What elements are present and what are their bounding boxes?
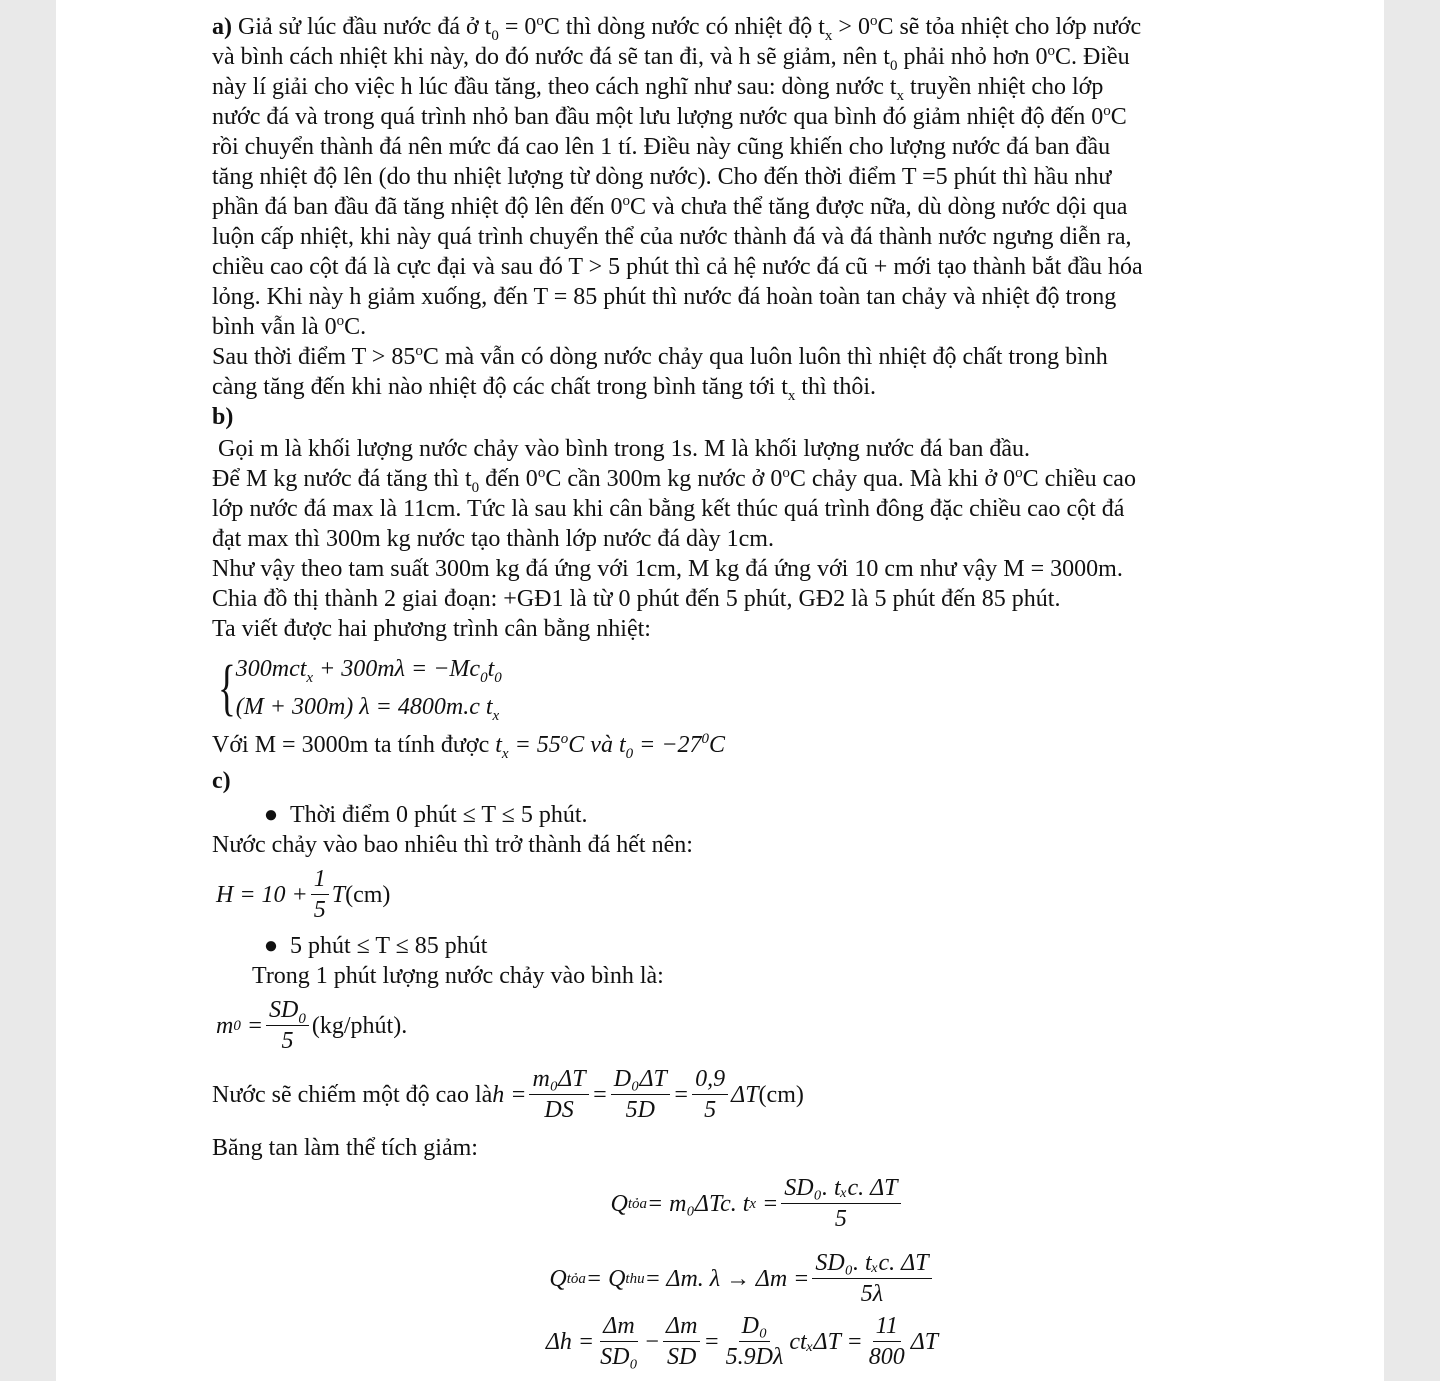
- Q-balance-equation: Q tỏa = Q thu = Δm. λ → Δm = $\frac{\text{SD₀. tₓc. ΔT}}{5\lambda}$: [212, 1248, 1242, 1309]
- part-a-line-13: càng tăng đến khi nào nhiệt độ các chất trong bình tăng tới $t_x$ thì thôi.: [212, 374, 877, 404]
- bullet-2: ● 5 phút ≤ T ≤ 85 phút: [212, 931, 1242, 961]
- part-a-line-7: phần đá ban đầu đã tăng nhiệt độ lên đến 0$^o$C và chưa thể tăng được nữa, dù dòng nước dội qua: [212, 193, 1128, 220]
- part-a-line-4: nước đá và trong quá trình nhỏ ban đầu một lưu lượng nước qua bình đó giảm nhiệt độ đến 0$^o$C: [212, 103, 1127, 130]
- part-b-line-6: Chia đồ thị thành 2 giai đoạn: +GĐ1 là từ 0 phút đến 5 phút, GĐ2 là 5 phút đến 85 phút.: [212, 586, 1061, 612]
- part-b-line-5: Như vậy theo tam suất 300m kg đá ứng với 1cm, M kg đá ứng với 10 cm như vậy M = 3000m.: [212, 556, 1123, 582]
- document-page: [56, 0, 1384, 1381]
- part-a-line-1: a) Giả sử lúc đầu nước đá ở $t_0 = 0^oC$ thì dòng nước có nhiệt độ $t_x > 0^oC$ sẽ tỏa nhiệt cho lớp nước: [212, 13, 1142, 44]
- part-a-line-10: lỏng. Khi này h giảm xuống, đến T = 85 phút thì nước đá hoàn toàn tan chảy và nhiệt độ trong: [212, 284, 1117, 310]
- document-content: [212, 12, 1242, 1372]
- part-b-label: b): [212, 404, 234, 430]
- H-equation: H = 10 + $\frac{1}{5}$ T (cm): [216, 866, 391, 923]
- delta-h-equation: Δh = $\frac{\Delta m}{\text{SD₀}}$ − $\frac{\Delta m}{SD}$ = $\frac{\text{D₀}}{5.9D\lambda}$ ctₓΔT = $\frac{11}{800}$ ΔT: [545, 1313, 939, 1370]
- bullet-dot: ●: [263, 933, 279, 959]
- part-a-line-2: và bình cách nhiệt khi này, do đó nước đá sẽ tan đi, và h sẽ giảm, nên $t_0$ phải nhỏ hơn 0$^o$C. Điều: [212, 43, 1130, 74]
- part-a-line-12: Sau thời điểm $T > 85^oC$ mà vẫn có dòng nước chảy qua luôn luôn thì nhiệt độ chất trong bình: [212, 343, 1108, 370]
- part-c-label: c): [212, 768, 231, 794]
- part-c-line-2: Trong 1 phút lượng nước chảy vào bình là:: [252, 963, 664, 989]
- part-c-line-1: Nước chảy vào bao nhiêu thì trở thành đá hết nên:: [212, 832, 693, 858]
- part-b-line-2: Để M kg nước đá tăng thì $t_0$ đến 0$^o$C cần 300m kg nước ở 0$^o$C chảy qua. Mà khi ở 0$^o$C chiều cao: [212, 465, 1136, 496]
- part-b-result: Với M = 3000m ta tính được $t_x = 55^oC$ và $t_0 = -27^0C$: [212, 731, 726, 762]
- bullet-dot: ●: [263, 802, 279, 828]
- bullet-1: ● Thời điểm 0 phút ≤ T ≤ 5 phút.: [212, 800, 1242, 830]
- left-brace: {: [217, 654, 236, 722]
- equation-system: [212, 650, 1242, 726]
- part-a-line-5: rồi chuyển thành đá nên mức đá cao lên 1 tí. Điều này cũng khiến cho lượng nước đá ban đầu: [212, 134, 1111, 160]
- m0-equation: m 0 = $\frac{SD_0}{5}$ (kg/phút).: [216, 997, 408, 1054]
- part-a-line-3: này lí giải cho việc h lúc đầu tăng, theo cách nghĩ như sau: dòng nước $t_x$ truyền nhiệt cho lớp: [212, 74, 1104, 104]
- part-a-label: a): [212, 14, 232, 40]
- equation-1: $300mct_x + 300m\lambda = -Mc_0t_0$: [235, 656, 502, 686]
- part-c-line-3: Băng tan làm thể tích giảm:: [212, 1135, 478, 1161]
- h-equation: Nước sẽ chiếm một độ cao là h = $\frac{\text{m₀ΔT}}{DS}$ = $\frac{\text{D₀ΔT}}{5D}$ = $\frac{0,9}{5}$ ΔT (cm): [212, 1066, 804, 1123]
- part-b-line-1: Gọi m là khối lượng nước chảy vào bình trong 1s. M là khối lượng nước đá ban đầu.: [218, 436, 1031, 462]
- part-b-line-3: lớp nước đá max là 11cm. Tức là sau khi cân bằng kết thúc quá trình đông đặc chiều cao cột đá: [212, 496, 1125, 522]
- part-a-line-9: chiều cao cột đá là cực đại và sau đó T > 5 phút thì cả hệ nước đá cũ + mới tạo thành bắt đầu hóa: [212, 254, 1143, 280]
- part-b-line-4: đạt max thì 300m kg nước tạo thành lớp nước đá dày 1cm.: [212, 526, 774, 552]
- part-b-line-7: Ta viết được hai phương trình cân bằng nhiệt:: [212, 616, 651, 642]
- Q-toa-equation: Q tỏa = m₀ΔTc. t x = $\frac{\text{SD₀. tₓc. ΔT}}{5}$: [212, 1173, 1242, 1234]
- part-a-line-6: tăng nhiệt độ lên (do thu nhiệt lượng từ dòng nước). Cho đến thời điểm T =5 phút thì hầu như: [212, 164, 1112, 190]
- part-a-line-8: luộn cấp nhiệt, khi này quá trình chuyển thể của nước thành đá và đá thành nước ngưng diễn ra,: [212, 224, 1132, 250]
- equation-2: (M + 300m) λ = 4800m.c $t_x$: [235, 694, 500, 724]
- part-a-line-11: bình vẫn là 0$^o$C.: [212, 313, 367, 340]
